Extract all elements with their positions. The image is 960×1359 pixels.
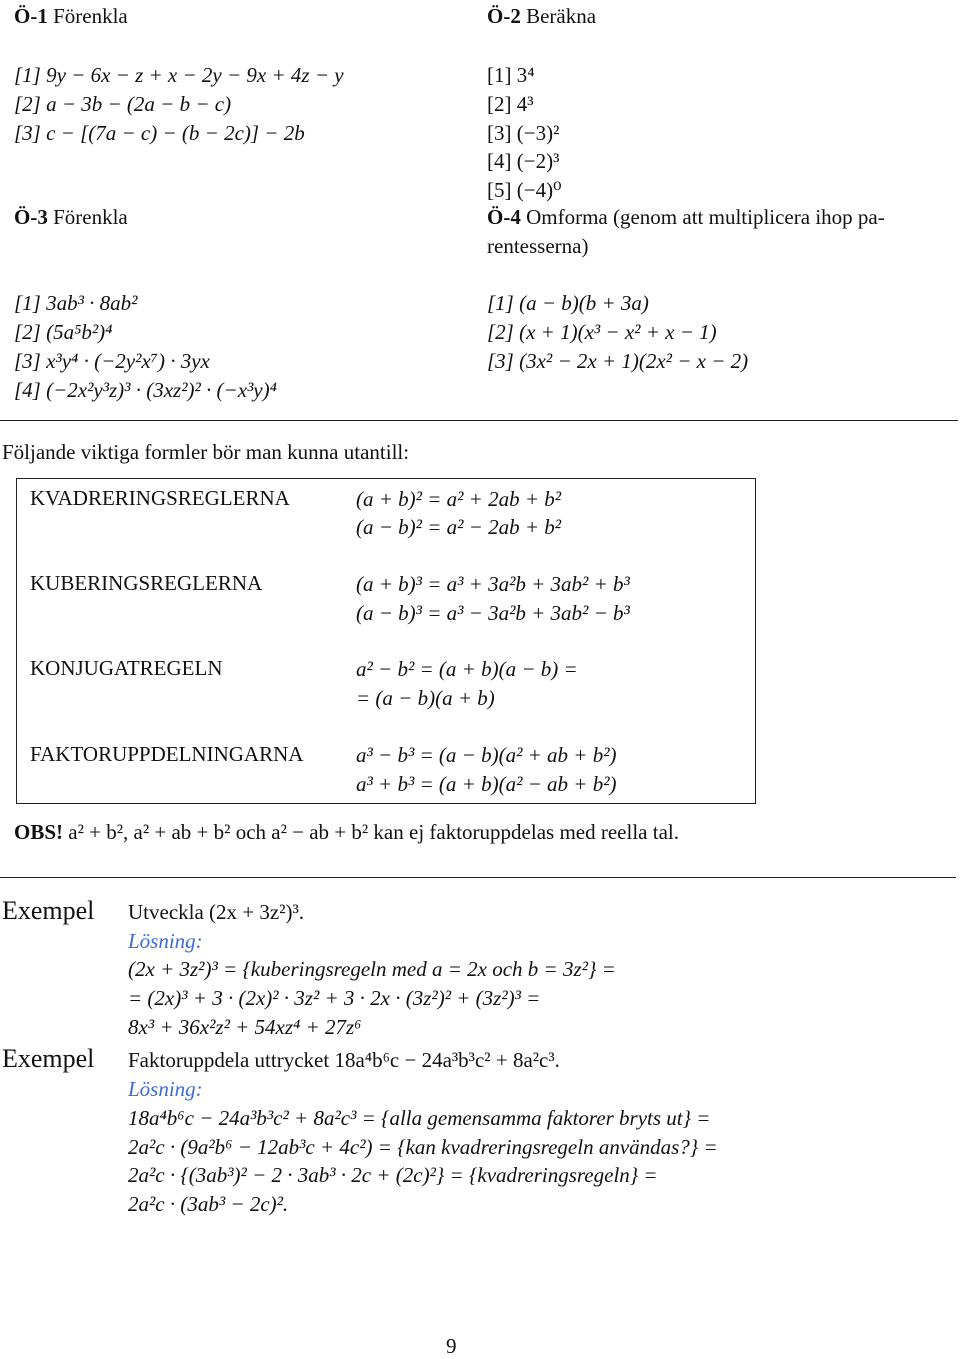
list-item: [2] (5a⁵b²)⁴: [14, 320, 113, 344]
list-item: [1] 3ab³ · 8ab²: [14, 291, 138, 315]
obs-text: a² + b², a² + ab + b² och a² − ab + b² kan ej faktoruppdelas med reella tal.: [68, 820, 679, 844]
exercise-1-title: Förenkla: [53, 4, 128, 28]
list-item: [2] 4³: [487, 92, 534, 116]
formula-name: KVADRERINGSREGLERNA: [30, 486, 290, 510]
exercise-2-title: Beräkna: [526, 4, 597, 28]
list-item: [2] (x + 1)(x³ − x² + x − 1): [487, 320, 717, 344]
list-item: [3] (−3)²: [487, 121, 560, 145]
page-number: 9: [446, 1334, 457, 1358]
exercise-4-title-cont: rentesserna): [487, 234, 589, 258]
example-2-solution-label: Lösning:: [128, 1077, 203, 1101]
example-1-task: Utveckla (2x + 3z²)³.: [128, 900, 305, 924]
solution-line: = (2x)³ + 3 · (2x)² · 3z² + 3 · 2x · (3z²)² + (3z²)³ =: [128, 986, 541, 1010]
list-item: [3] x³y⁴ · (−2y²x⁷) · 3yx: [14, 349, 210, 373]
list-item: [4] (−2)³: [487, 149, 560, 173]
list-item: [1] (a − b)(b + 3a): [487, 291, 649, 315]
list-item: [3] (3x² − 2x + 1)(2x² − x − 2): [487, 349, 749, 373]
example-1-solution-label: Lösning:: [128, 929, 203, 953]
formula-line: a³ − b³ = (a − b)(a² + ab + b²): [356, 743, 617, 767]
list-item: [1] 9y − 6x − z + x − 2y − 9x + 4z − y: [14, 63, 344, 87]
exercise-3-title: Förenkla: [53, 205, 128, 229]
exercise-3-label: Ö-3: [14, 205, 48, 229]
exercise-4-heading: [487, 205, 885, 230]
solution-line: 18a⁴b⁶c − 24a³b³c² + 8a²c³ = {alla gemensamma faktorer bryts ut} =: [128, 1106, 711, 1130]
formula-line: (a + b)³ = a³ + 3a²b + 3ab² + b³: [356, 572, 630, 596]
exercise-1-heading: [14, 4, 128, 29]
list-item: [4] (−2x²y³z)³ · (3xz²)² · (−x³y)⁴: [14, 378, 277, 402]
exercise-3-heading: [14, 205, 128, 230]
list-item: [3] c − [(7a − c) − (b − 2c)] − 2b: [14, 121, 305, 145]
obs-label: OBS!: [14, 820, 64, 844]
formula-name: FAKTORUPPDELNINGARNA: [30, 742, 304, 766]
exercise-1-label: Ö-1: [14, 4, 48, 28]
solution-line: (2x + 3z²)³ = {kuberingsregeln med a = 2x och b = 3z²} =: [128, 957, 616, 981]
exercise-4-label: Ö-4: [487, 205, 521, 229]
formula-line: (a − b)² = a² − 2ab + b²: [356, 515, 562, 539]
solution-line: 2a²c · {(3ab³)² − 2 · 3ab³ · 2c + (2c)²} = {kvadreringsregeln} =: [128, 1163, 658, 1187]
solution-line: 2a²c · (3ab³ − 2c)².: [128, 1192, 289, 1216]
list-item: [2] a − 3b − (2a − b − c): [14, 92, 232, 116]
formula-name: KONJUGATREGELN: [30, 656, 223, 680]
formula-name: KUBERINGSREGLERNA: [30, 571, 263, 595]
exercise-4-title: Omforma (genom att multiplicera ihop pa-: [526, 205, 885, 229]
formulas-intro: Följande viktiga formler bör man kunna utantill:: [2, 440, 410, 464]
example-1-label: Exempel: [2, 896, 95, 925]
exercise-2-label: Ö-2: [487, 4, 521, 28]
formula-line: a³ + b³ = (a + b)(a² − ab + b²): [356, 772, 617, 796]
formula-line: a² − b² = (a + b)(a − b) =: [356, 657, 578, 681]
example-2-task: Faktoruppdela uttrycket 18a⁴b⁶c − 24a³b³c² + 8a²c³.: [128, 1048, 560, 1072]
example-2-label: Exempel: [2, 1044, 95, 1073]
formula-line: (a − b)³ = a³ − 3a²b + 3ab² − b³: [356, 601, 630, 625]
divider: [0, 420, 958, 421]
divider: [0, 877, 956, 878]
obs-note: [14, 820, 679, 845]
solution-line: 2a²c · (9a²b⁶ − 12ab³c + 4c²) = {kan kvadreringsregeln användas?} =: [128, 1135, 718, 1159]
list-item: [1] 3⁴: [487, 63, 535, 87]
formula-line: = (a − b)(a + b): [356, 686, 495, 710]
solution-line: 8x³ + 36x²z² + 54xz⁴ + 27z⁶: [128, 1015, 362, 1039]
list-item: [5] (−4)⁰: [487, 178, 562, 202]
exercise-2-heading: [487, 4, 596, 29]
formula-line: (a + b)² = a² + 2ab + b²: [356, 487, 562, 511]
